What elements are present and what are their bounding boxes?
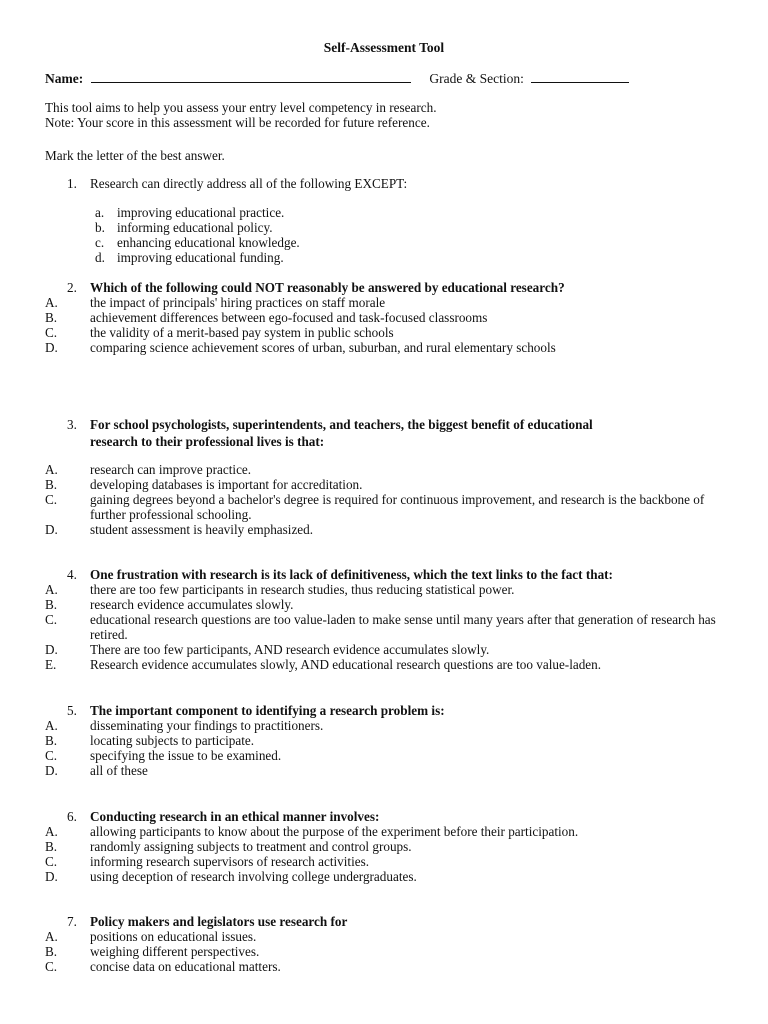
- header-row: [45, 69, 745, 86]
- option-item: b. informing educational policy.: [95, 220, 273, 235]
- question-number: 5.: [67, 703, 77, 718]
- option-item: A. research can improve practice.: [45, 462, 252, 477]
- question-text: The important component to identifying a research problem is:: [90, 703, 445, 718]
- question-text: Policy makers and legislators use research for: [90, 914, 348, 929]
- question-6: [45, 809, 725, 884]
- option-item: C. gaining degrees beyond a bachelor's degree is required for continuous improvement, and research is the backbone of further professional schooling.: [45, 492, 705, 522]
- option-item: c. enhancing educational knowledge.: [95, 235, 300, 250]
- option-item: B. weighing different perspectives.: [45, 944, 260, 959]
- option-item: d. improving educational funding.: [95, 250, 284, 265]
- intro-line-2: Note: Your score in this assessment will be recorded for future reference.: [45, 115, 430, 130]
- question-number: 2.: [67, 280, 77, 295]
- option-item: D. student assessment is heavily emphasized.: [45, 522, 314, 537]
- question-text: One frustration with research is its lack of definitiveness, which the text links to the fact that:: [90, 567, 613, 582]
- option-item: a. improving educational practice.: [95, 205, 285, 220]
- option-item: C. the validity of a merit-based pay system in public schools: [45, 325, 394, 340]
- question-5: [45, 703, 725, 778]
- option-item: B. achievement differences between ego-focused and task-focused classrooms: [45, 310, 488, 325]
- question-number: 4.: [67, 567, 77, 582]
- option-item: A. disseminating your findings to practitioners.: [45, 718, 324, 733]
- intro-line-1: This tool aims to help you assess your entry level competency in research.: [45, 100, 437, 115]
- question-number: 3.: [67, 417, 77, 432]
- question-number: 6.: [67, 809, 77, 824]
- grade-section-label: Grade & Section:: [429, 71, 524, 86]
- question-1: [45, 176, 725, 265]
- intro-text: [45, 100, 745, 130]
- question-7: [45, 914, 725, 974]
- option-item: D. There are too few participants, AND research evidence accumulates slowly.: [45, 642, 490, 657]
- option-item: D. all of these: [45, 763, 148, 778]
- question-text: Which of the following could NOT reasonably be answered by educational research?: [90, 280, 565, 295]
- question-4: [45, 567, 725, 672]
- question-number: 1.: [67, 176, 77, 191]
- option-item: E. Research evidence accumulates slowly, AND educational research questions are too value-laden.: [45, 657, 602, 672]
- name-label: Name:: [45, 71, 84, 86]
- option-item: C. informing research supervisors of research activities.: [45, 854, 370, 869]
- option-item: D. comparing science achievement scores of urban, suburban, and rural elementary schools: [45, 340, 556, 355]
- instruction-text: Mark the letter of the best answer.: [45, 148, 225, 163]
- option-item: A. positions on educational issues.: [45, 929, 257, 944]
- question-2: [45, 280, 725, 355]
- question-text: Conducting research in an ethical manner involves:: [90, 809, 380, 824]
- question-3: [45, 416, 725, 537]
- option-item: B. randomly assigning subjects to treatment and control groups.: [45, 839, 412, 854]
- option-item: A. allowing participants to know about the purpose of the experiment before their participation.: [45, 824, 579, 839]
- name-blank: [91, 69, 411, 83]
- option-item: C. educational research questions are too value-laden to make sense until many years after that generation of research has retired.: [45, 612, 716, 642]
- option-item: A. the impact of principals' hiring practices on staff morale: [45, 295, 386, 310]
- question-text-line-1: For school psychologists, superintendents, and teachers, the biggest benefit of educational: [90, 417, 593, 432]
- option-item: B. locating subjects to participate.: [45, 733, 255, 748]
- option-item: C. concise data on educational matters.: [45, 959, 281, 974]
- question-text-line-2: research to their professional lives is that:: [90, 434, 325, 449]
- question-number: 7.: [67, 914, 77, 929]
- option-item: B. developing databases is important for accreditation.: [45, 477, 363, 492]
- option-item: B. research evidence accumulates slowly.: [45, 597, 294, 612]
- grade-section-blank: [531, 69, 629, 83]
- document-title: Self-Assessment Tool: [323, 40, 445, 55]
- option-item: A. there are too few participants in research studies, thus reducing statistical power.: [45, 582, 515, 597]
- option-item: C. specifying the issue to be examined.: [45, 748, 282, 763]
- option-item: D. using deception of research involving college undergraduates.: [45, 869, 417, 884]
- question-text: Research can directly address all of the following EXCEPT:: [90, 176, 408, 191]
